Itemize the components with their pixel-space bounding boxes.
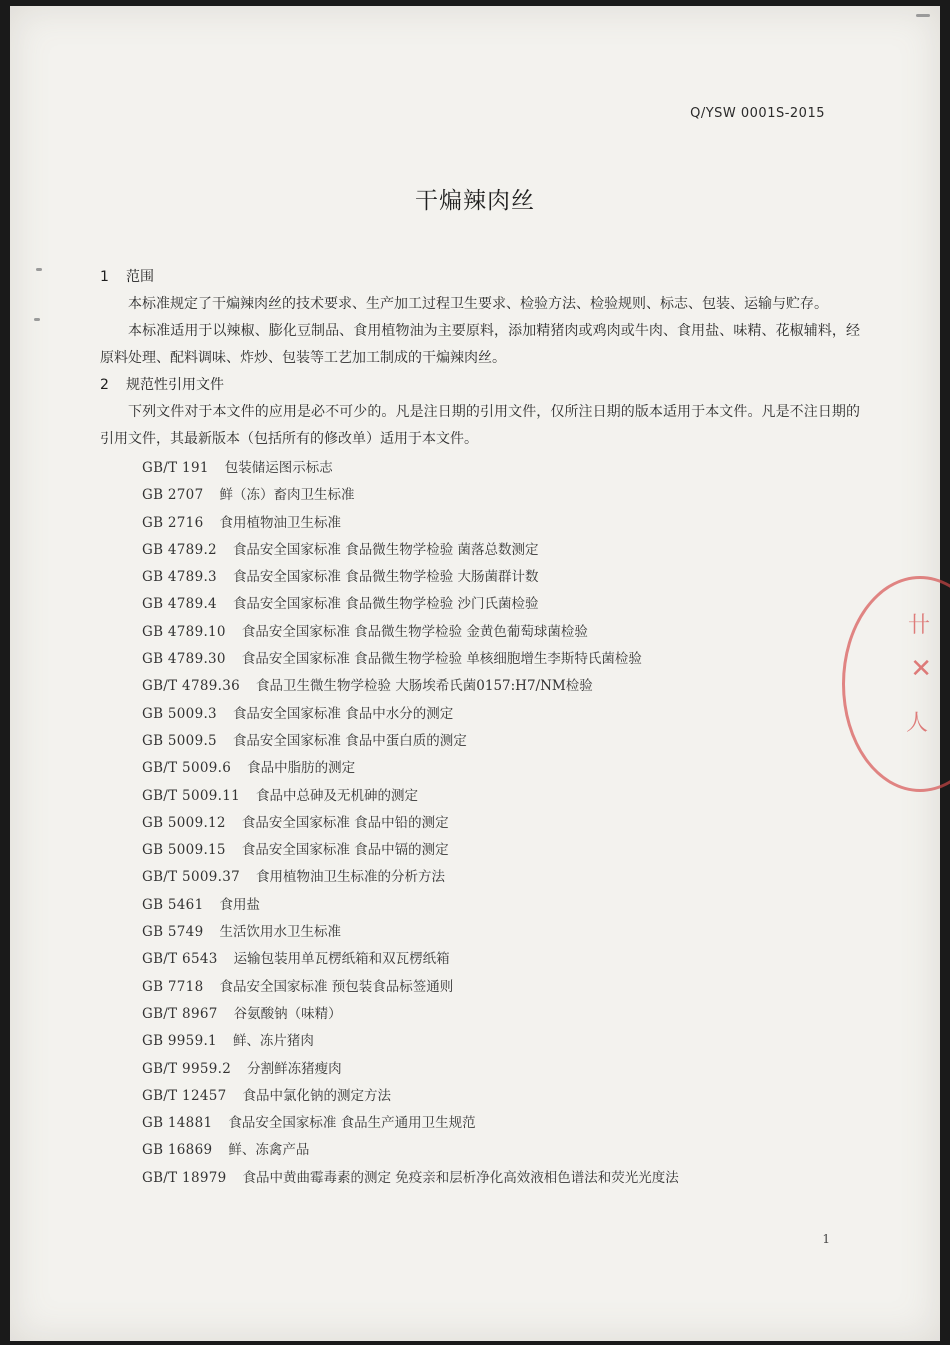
reference-title: 食品卫生微生物学检验 大肠埃希氏菌0157:H7/NM检验 — [255, 678, 593, 695]
reference-title: 分割鲜冻猪瘦肉 — [247, 1060, 342, 1077]
stamp-star-mark: ✕ — [910, 654, 932, 684]
reference-code: GB 4789.4 — [142, 596, 217, 613]
reference-item — [142, 1028, 860, 1055]
reference-code: GB 4789.10 — [142, 623, 226, 640]
reference-code: GB 9959.1 — [142, 1033, 217, 1050]
section-heading-scope — [100, 264, 860, 291]
reference-item — [142, 646, 860, 673]
reference-item — [142, 701, 860, 728]
section-heading-normative-references — [100, 372, 860, 399]
reference-title: 谷氨酸钠（味精） — [233, 1005, 342, 1022]
reference-item — [142, 1165, 860, 1192]
document-body — [100, 264, 860, 1192]
document-page — [10, 6, 940, 1341]
standard-number: Q/YSW 0001S-2015 — [690, 106, 825, 121]
reference-item — [142, 673, 860, 700]
reference-item — [142, 919, 860, 946]
reference-title: 鲜（冻）畜肉卫生标准 — [219, 487, 355, 504]
reference-item — [142, 619, 860, 646]
reference-code: GB 16869 — [142, 1142, 213, 1159]
scan-speck — [36, 268, 42, 271]
reference-code: GB 14881 — [142, 1115, 213, 1132]
reference-item — [142, 510, 860, 537]
reference-code: GB/T 5009.37 — [142, 869, 240, 886]
reference-item — [142, 946, 860, 973]
reference-code: GB/T 4789.36 — [142, 678, 240, 695]
reference-title: 食品安全国家标准 食品中水分的测定 — [232, 705, 454, 722]
reference-item — [142, 482, 860, 509]
scope-paragraph-2: 本标准适用于以辣椒、膨化豆制品、食用植物油为主要原料，添加精猪肉或鸡肉或牛肉、食用盐、味精、花椒辅料，经原料处理、配料调味、炸炒、包装等工艺加工制成的干煸辣肉丝。 — [100, 323, 860, 366]
section-number: 2 — [100, 377, 109, 393]
reference-title: 食品安全国家标准 食品微生物学检验 大肠菌群计数 — [232, 569, 539, 586]
reference-title: 食品安全国家标准 预包装食品标签通则 — [219, 978, 454, 995]
reference-item — [142, 537, 860, 564]
reference-item — [142, 1056, 860, 1083]
reference-code: GB 5009.5 — [142, 732, 217, 749]
reference-code: GB/T 8967 — [142, 1005, 218, 1022]
reference-item — [142, 455, 860, 482]
reference-title: 食品安全国家标准 食品生产通用卫生规范 — [228, 1115, 476, 1132]
reference-title: 食品安全国家标准 食品中蛋白质的测定 — [232, 732, 467, 749]
reference-title: 生活饮用水卫生标准 — [219, 924, 341, 941]
references-intro: 下列文件对于本文件的应用是必不可少的。凡是注日期的引用文件，仅所注日期的版本适用于本文件。凡是不注日期的引用文件，其最新版本（包括所有的修改单）适用于本文件。 — [100, 404, 860, 447]
reference-item — [142, 1137, 860, 1164]
reference-code: GB/T 18979 — [142, 1169, 227, 1186]
reference-title: 食品安全国家标准 食品中铅的测定 — [241, 814, 449, 831]
reference-title: 食用植物油卫生标准 — [219, 514, 341, 531]
reference-item — [142, 728, 860, 755]
reference-title: 包装储运图示标志 — [224, 460, 333, 476]
reference-title: 鲜、冻禽产品 — [228, 1142, 310, 1159]
scan-speck — [916, 14, 930, 17]
reference-item — [142, 1001, 860, 1028]
reference-item — [142, 892, 860, 919]
reference-item — [142, 837, 860, 864]
reference-title: 食品安全国家标准 食品微生物学检验 菌落总数测定 — [232, 541, 539, 558]
reference-title: 运输包装用单瓦楞纸箱和双瓦楞纸箱 — [233, 951, 450, 968]
reference-code: GB/T 12457 — [142, 1087, 227, 1104]
stamp-fragment-mark: 卄 — [907, 613, 930, 638]
reference-code: GB 5009.12 — [142, 814, 226, 831]
scan-speck — [34, 318, 40, 321]
reference-code: GB/T 191 — [142, 460, 209, 476]
reference-code: GB 5009.15 — [142, 842, 226, 859]
reference-code: GB 5749 — [142, 924, 204, 941]
reference-code: GB 2716 — [142, 514, 204, 531]
reference-title: 食品中脂肪的测定 — [247, 760, 356, 777]
reference-code: GB 2707 — [142, 487, 204, 504]
reference-code: GB/T 6543 — [142, 951, 218, 968]
reference-title: 食品安全国家标准 食品微生物学检验 沙门氏菌检验 — [232, 596, 539, 613]
reference-item — [142, 974, 860, 1001]
reference-title: 食品中总砷及无机砷的测定 — [255, 787, 418, 804]
reference-item — [142, 783, 860, 810]
reference-title: 食品安全国家标准 食品中镉的测定 — [241, 842, 449, 859]
reference-title: 食用盐 — [219, 896, 260, 913]
reference-title: 食品安全国家标准 食品微生物学检验 金黄色葡萄球菌检验 — [241, 623, 588, 640]
reference-item — [142, 591, 860, 618]
reference-code: GB 5009.3 — [142, 705, 217, 722]
reference-item — [142, 1083, 860, 1110]
reference-title: 食品安全国家标准 食品微生物学检验 单核细胞增生李斯特氏菌检验 — [241, 651, 642, 668]
reference-title: 食品中氯化钠的测定方法 — [242, 1087, 391, 1104]
reference-code: GB 4789.2 — [142, 541, 217, 558]
reference-code: GB/T 5009.11 — [142, 787, 240, 804]
reference-item — [142, 864, 860, 891]
reference-item — [142, 755, 860, 782]
reference-title: 食用植物油卫生标准的分析方法 — [255, 869, 445, 886]
reference-code: GB 7718 — [142, 978, 204, 995]
reference-code: GB 4789.3 — [142, 569, 217, 586]
reference-code: GB/T 9959.2 — [142, 1060, 232, 1077]
reference-item — [142, 1110, 860, 1137]
document-title: 干煸辣肉丝 — [415, 188, 535, 214]
reference-list — [142, 455, 860, 1192]
reference-code: GB 4789.30 — [142, 651, 226, 668]
scope-paragraph-1: 本标准规定了干煸辣肉丝的技术要求、生产加工过程卫生要求、检验方法、检验规则、标志、包装、运输与贮存。 — [128, 296, 828, 312]
reference-title: 食品中黄曲霉毒素的测定 免疫亲和层析净化高效液相色谱法和荧光光度法 — [242, 1169, 679, 1186]
reference-item — [142, 564, 860, 591]
section-title: 规范性引用文件 — [126, 377, 224, 393]
section-number: 1 — [100, 269, 109, 285]
reference-item — [142, 810, 860, 837]
stamp-fragment-mark: 人 — [905, 711, 928, 736]
reference-code: GB/T 5009.6 — [142, 760, 232, 777]
section-title: 范围 — [126, 269, 154, 285]
page-number: 1 — [822, 1232, 830, 1246]
reference-title: 鲜、冻片猪肉 — [232, 1033, 314, 1050]
reference-code: GB 5461 — [142, 896, 204, 913]
